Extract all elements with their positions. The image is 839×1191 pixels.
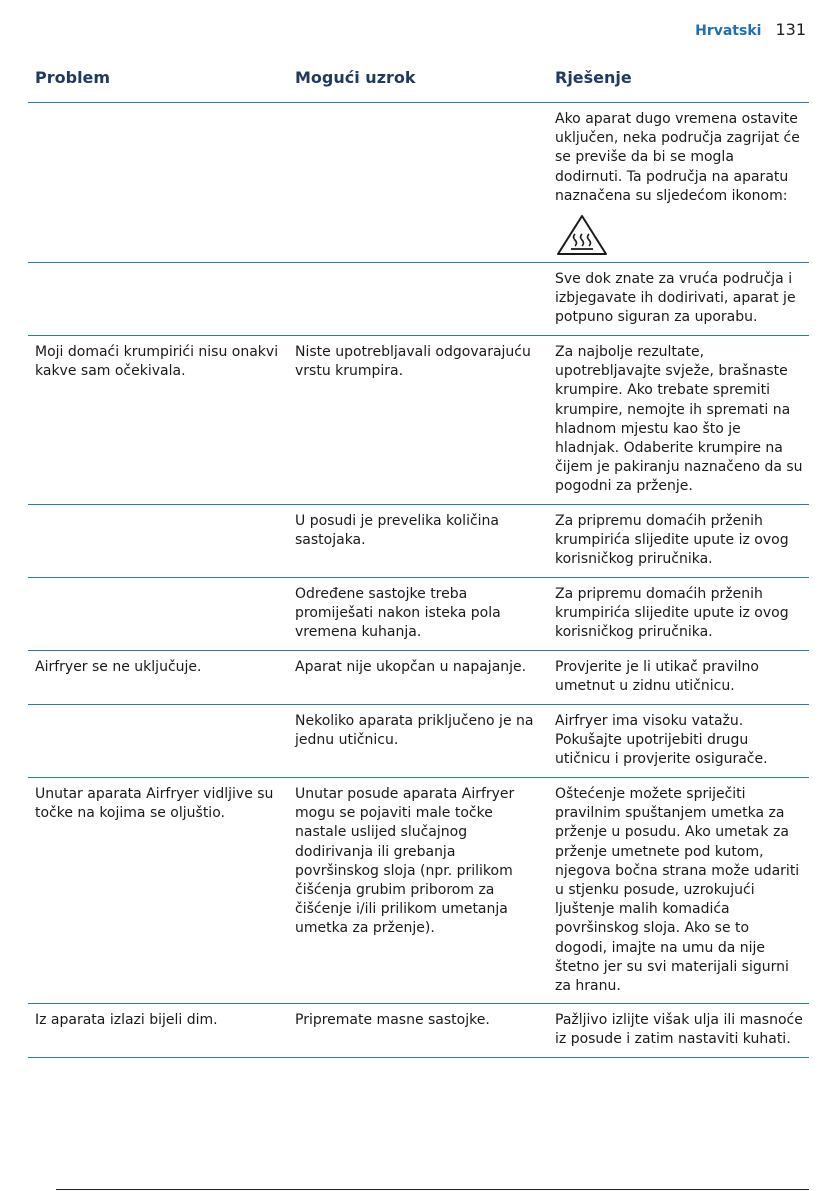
table-row-6-cause: Nekoliko aparata priključeno je na jednu utičnicu. (295, 713, 534, 749)
table-row-0-solution: Ako aparat dugo vremena ostavite uključen, neka područja zagrijat će se previše da bi se mogla dodirnuti. Ta područja na aparatu naznačena su sljedećom ikonom: (555, 111, 800, 204)
page-header (695, 20, 806, 39)
table-row-4-solution: Za pripremu domaćih prženih krumpirića slijedite upute iz ovog korisničkog priručnika. (555, 586, 789, 641)
row-divider (28, 577, 809, 578)
table-row-8-solution: Pažljivo izlijte višak ulja ili masnoće iz posude i zatim nastaviti kuhati. (555, 1012, 803, 1048)
table-row-5-solution: Provjerite je li utikač pravilno umetnut u zidnu utičnicu. (555, 659, 759, 695)
table-row-7-problem: Unutar aparata Airfryer vidljive su točke na kojima se oljuštio. (35, 786, 274, 822)
table-row-7-solution: Oštećenje možete spriječiti pravilnim spuštanjem umetka za prženje u posudu. Ako umetak za prženje umetnete pod kutom, njegova bočna strana može udariti u stjenku posude, uzrokujući ljuštenje malih komadića površinskog sloja. Ako se to dogodi, imajte na umu da nije štetno jer su svi materijali sigurni za hranu. (555, 786, 800, 995)
hot-surface-warning-icon (556, 214, 608, 256)
row-divider (28, 335, 809, 336)
table-row-5-cause: Aparat nije ukopčan u napajanje. (295, 659, 527, 675)
language-label: Hrvatski (695, 23, 762, 39)
column-header-problem: Problem (35, 68, 111, 87)
row-divider (28, 777, 809, 778)
table-bottom-rule (28, 1057, 809, 1058)
footer-rule (56, 1189, 809, 1190)
table-row-2-solution: Za najbolje rezultate, upotrebljavajte svježe, brašnaste krumpire. Ako trebate spremiti krumpire, nemojte ih spremati na hladnom mjestu kao što je hladnjak. Odaberite krumpire na čijem je pakiranju naznačeno da su pogodni za prženje. (555, 344, 803, 495)
table-row-6-solution: Airfryer ima visoku vatažu. Pokušajte upotrijebiti drugu utičnicu i provjerite osigurače. (555, 713, 768, 768)
table-row-4-cause: Određene sastojke treba promiješati nakon isteka pola vremena kuhanja. (295, 586, 501, 641)
page-number: 131 (775, 20, 806, 39)
row-divider (28, 504, 809, 505)
table-header-rule (28, 102, 809, 103)
table-row-2-cause: Niste upotrebljavali odgovarajuću vrstu krumpira. (295, 344, 531, 380)
table-row-3-cause: U posudi je prevelika količina sastojaka. (295, 513, 500, 549)
table-row-3-solution: Za pripremu domaćih prženih krumpirića slijedite upute iz ovog korisničkog priručnika. (555, 513, 789, 568)
column-header-cause: Mogući uzrok (295, 68, 416, 87)
column-header-solution: Rješenje (555, 68, 632, 87)
table-row-1-solution: Sve dok znate za vruća područja i izbjegavate ih dodirivati, aparat je potpuno siguran za uporabu. (555, 271, 796, 326)
table-row-7-cause: Unutar posude aparata Airfryer mogu se pojaviti male točke nastale uslijed slučajnog dodirivanja ili grebanja površinskog sloja (npr. prilikom čišćenja grubim priborom za čišćenje i/ili prilikom umetanja umetka za prženje). (295, 786, 515, 937)
table-row-8-problem: Iz aparata izlazi bijeli dim. (35, 1012, 218, 1028)
table-row-8-cause: Pripremate masne sastojke. (295, 1012, 490, 1028)
table-row-5-problem: Airfryer se ne uključuje. (35, 659, 202, 675)
row-divider (28, 650, 809, 651)
row-divider (28, 262, 809, 263)
row-divider (28, 704, 809, 705)
row-divider (28, 1003, 809, 1004)
table-row-2-problem: Moji domaći krumpirići nisu onakvi kakve sam očekivala. (35, 344, 279, 380)
